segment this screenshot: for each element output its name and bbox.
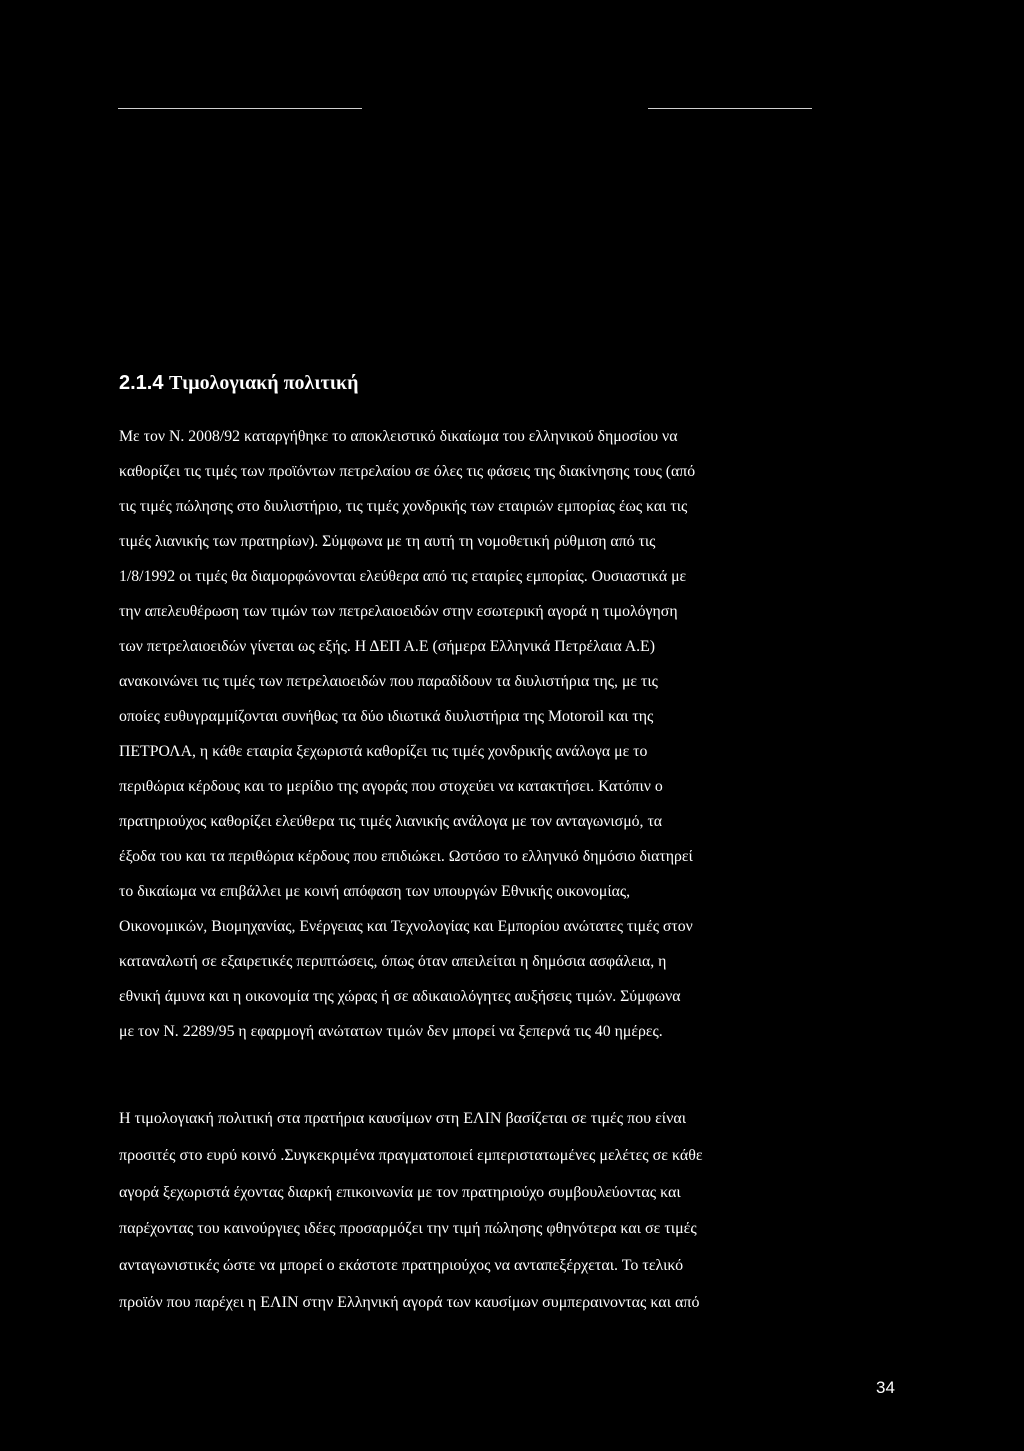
text-line: των πετρελαιοειδών γίνεται ως εξής. Η ΔΕΠ Α.Ε (σήμερα Ελληνικά Πετρέλαια Α.Ε) (119, 638, 655, 655)
text-line: την απελευθέρωση των τιμών των πετρελαιοειδών στην εσωτερική αγορά η τιμολόγηση (119, 603, 678, 620)
text-line: έξοδα του και τα περιθώρια κέρδους που επιδιώκει. Ωστόσο το ελληνικό δημόσιο διατηρεί (119, 848, 693, 865)
text-line: ΠΕΤΡΟΛΑ, η κάθε εταιρία ξεχωριστά καθορίζει τις τιμές χονδρικής ανάλογα με το (119, 743, 648, 760)
text-line: εθνική άμυνα και η οικονομία της χώρας ή σε αδικαιολόγητες αυξήσεις τιμών. Σύμφωνα (119, 988, 681, 1005)
section-heading (119, 372, 358, 395)
section-title: Τιμολογιακή πολιτική (169, 372, 359, 394)
text-line: το δικαίωμα να επιβάλλει με κοινή απόφαση των υπουργών Εθνικής οικονομίας, (119, 883, 631, 900)
text-line: με τον Ν. 2289/95 η εφαρμογή ανώτατων τιμών δεν μπορεί να ξεπερνά τις 40 ημέρες. (119, 1023, 663, 1040)
text-line: παρέχοντας του καινούργιες ιδέες προσαρμόζει την τιμή πώλησης φθηνότερα και σε τιμές (119, 1220, 697, 1238)
text-line: περιθώρια κέρδους και το μερίδιο της αγοράς που στοχεύει να κατακτήσει. Κατόπιν ο (119, 778, 663, 795)
text-line: Οικονομικών, Βιομηχανίας, Ενέργειας και Τεχνολογίας και Εμπορίου ανώτατες τιμές στον (119, 918, 693, 935)
text-line: Με τον Ν. 2008/92 καταργήθηκε το αποκλειστικό δικαίωμα του ελληνικού δημοσίου να (119, 428, 678, 445)
paragraph-elin-pricing (119, 1101, 703, 1322)
text-line: καταναλωτή σε εξαιρετικές περιπτώσεις, όπως όταν απειλείται η δημόσια ασφάλεια, η (119, 953, 667, 970)
text-line: οποίες ευθυγραμμίζονται συνήθως τα δύο ιδιωτικά διυλιστήρια της Motoroil και της (119, 708, 654, 725)
text-line: αγορά ξεχωριστά έχοντας διαρκή επικοινωνία με τον πρατηριούχο συμβουλεύοντας και (119, 1183, 681, 1201)
text-line: τιμές λιανικής των πρατηρίων). Σύμφωνα με τη αυτή τη νομοθετική ρύθμιση από τις (119, 533, 656, 550)
section-number: 2.1.4 (119, 372, 164, 394)
text-line: καθορίζει τις τιμές των προϊόντων πετρελαίου σε όλες τις φάσεις της διακίνησης τους (από (119, 463, 696, 480)
text-line: Η τιμολογιακή πολιτική στα πρατήρια καυσίμων στη ΕΛΙΝ βασίζεται σε τιμές που είναι (119, 1110, 687, 1127)
text-line: τις τιμές πώλησης στο διυλιστήριο, τις τιμές χονδρικής των εταιριών εμπορίας έως και τις (119, 498, 688, 515)
text-line: πρατηριούχος καθορίζει ελεύθερα τις τιμές λιανικής ανάλογα με τον ανταγωνισμό, τα (119, 813, 663, 830)
header-rule-right (648, 108, 812, 109)
page-number: 34 (876, 1378, 895, 1397)
text-line: ανακοινώνει τις τιμές των πετρελαιοειδών που παραδίδουν τα διυλιστήρια της, με τις (119, 673, 658, 690)
header-rule-left (118, 108, 362, 109)
paragraph-pricing-legislation (119, 419, 695, 1049)
text-line: προσιτές στο ευρύ κοινό .Συγκεκριμένα πραγματοποιεί εμπεριστατωμένες μελέτες σε κάθε (119, 1146, 703, 1164)
text-line: ανταγωνιστικές ώστε να μπορεί ο εκάστοτε πρατηριούχος να ανταπεξέρχεται. Το τελικό (119, 1257, 684, 1275)
text-line: προϊόν που παρέχει η ΕΛΙΝ στην Ελληνική αγορά των καυσίμων συμπεραινοντας και από (119, 1293, 700, 1311)
text-line: 1/8/1992 οι τιμές θα διαμορφώνονται ελεύθερα από τις εταιρίες εμπορίας. Ουσιαστικά με (119, 568, 687, 585)
